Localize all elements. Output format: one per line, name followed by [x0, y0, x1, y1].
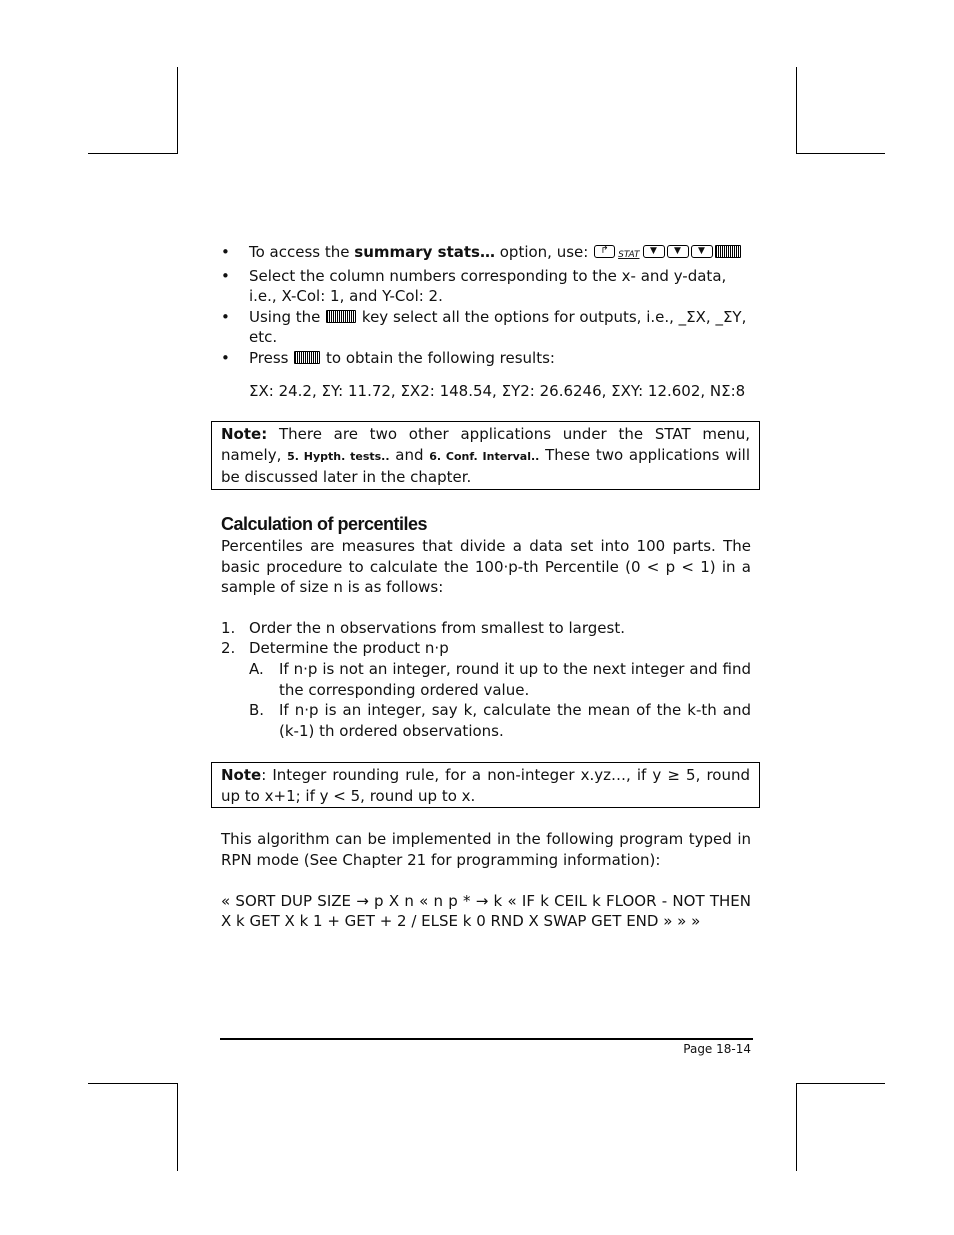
list-item: [221, 242, 751, 266]
note-text: and: [389, 445, 430, 464]
step-number: 2.: [221, 639, 236, 658]
section-heading: Calculation of percentiles: [221, 513, 428, 534]
bullet-text: To access the: [249, 243, 355, 261]
bullet-text: option, use:: [494, 243, 589, 261]
right-shift-key-icon: ↱: [594, 245, 615, 258]
down-arrow-key-icon: ▼: [691, 245, 713, 258]
list-item: [221, 266, 751, 307]
bullet-text: Select the column numbers corresponding to the x- and y-data, i.e., X-Col: 1, and Y-Col: 2.: [249, 266, 727, 306]
menu-item-hypth-tests: 5. Hypth. tests..: [287, 449, 390, 463]
footer-rule: [220, 1038, 753, 1040]
procedure-steps: [221, 618, 751, 742]
page-number: Page 18-14: [683, 1042, 751, 1056]
list-item: [249, 700, 751, 741]
note-text: These two applications will be discussed later in the chapter.: [221, 445, 750, 487]
substep-text: If n·p is an integer, say k, calculate the mean of the k-th and (k-1) th ordered observations.: [279, 701, 751, 740]
bullet-text: Press: [249, 348, 294, 367]
crop-mark-top-right-horizontal: [796, 153, 885, 154]
summary-results: ΣX: 24.2, ΣY: 11.72, ΣX2: 148.54, ΣY2: 26.6246, ΣXY: 12.602, NΣ:8: [249, 381, 746, 400]
note-text: There are two other applications under the STAT menu, namely,: [221, 425, 750, 464]
instruction-list: [221, 242, 751, 369]
substep-text: If n·p is not an integer, round it up to the next integer and find the corresponding ordered value.: [279, 659, 751, 699]
bullet-text: Using the: [249, 307, 326, 326]
crop-mark-bottom-left-horizontal: [88, 1083, 177, 1084]
note-label: Note:: [221, 425, 268, 444]
substep-letter: A.: [249, 659, 264, 678]
check-softkey-icon: [326, 310, 356, 323]
down-arrow-key-icon: ▼: [667, 245, 689, 258]
page-content: [221, 242, 751, 932]
step-text: Determine the product n·p: [249, 639, 449, 658]
list-item: [249, 659, 751, 700]
substep-letter: B.: [249, 701, 265, 720]
crop-mark-bottom-left-vertical: [177, 1083, 178, 1171]
section-intro: Percentiles are measures that divide a data set into 100 parts. The basic procedure to calculate the 100·p-th Percentile (0 < p < 1) in a sample of size n is as follows:: [221, 536, 751, 597]
note-text: : Integer rounding rule, for a non-integer x.yz…, if y ≥ 5, round up to x+1; if y < 5, round up to x.: [221, 766, 750, 805]
summary-stats-keyword: summary stats…: [354, 243, 495, 261]
algorithm-paragraph: This algorithm can be implemented in the following program typed in RPN mode (See Chapter 21 for programming information):: [221, 830, 751, 870]
note-box-applications: [211, 421, 760, 490]
step-number: 1.: [221, 618, 236, 637]
menu-item-conf-interval: 6. Conf. Interval..: [429, 449, 540, 463]
stat-key-label: STAT: [618, 250, 640, 260]
list-item: [221, 307, 751, 348]
note-box-rounding: [211, 762, 760, 808]
note-label: Note: [221, 766, 262, 785]
list-item: [221, 348, 751, 369]
crop-mark-bottom-right-horizontal: [796, 1083, 885, 1084]
crop-mark-bottom-right-vertical: [796, 1083, 797, 1171]
step-text: Order the n observations from smallest to largest.: [249, 618, 625, 637]
crop-mark-top-left-horizontal: [88, 153, 177, 154]
bullet-text: to obtain the following results:: [321, 348, 555, 367]
crop-mark-top-left-vertical: [177, 67, 178, 154]
list-item: [221, 638, 751, 741]
down-arrow-key-icon: ▼: [643, 245, 665, 258]
bullet-text: key select all the options for outputs, i.e., _ΣX, _ΣY, etc.: [249, 307, 747, 347]
rpn-program-code: « SORT DUP SIZE → p X n « n p * → k « IF k CEIL k FLOOR - NOT THEN X k GET X k 1 + GET + 2 / ELSE k 0 RND X SWAP GET END » » »: [221, 891, 751, 931]
ok-softkey-icon: [715, 245, 741, 258]
ok-softkey-icon: [294, 351, 320, 364]
crop-mark-top-right-vertical: [796, 67, 797, 154]
list-item: [221, 618, 751, 639]
sub-steps: [249, 659, 751, 741]
